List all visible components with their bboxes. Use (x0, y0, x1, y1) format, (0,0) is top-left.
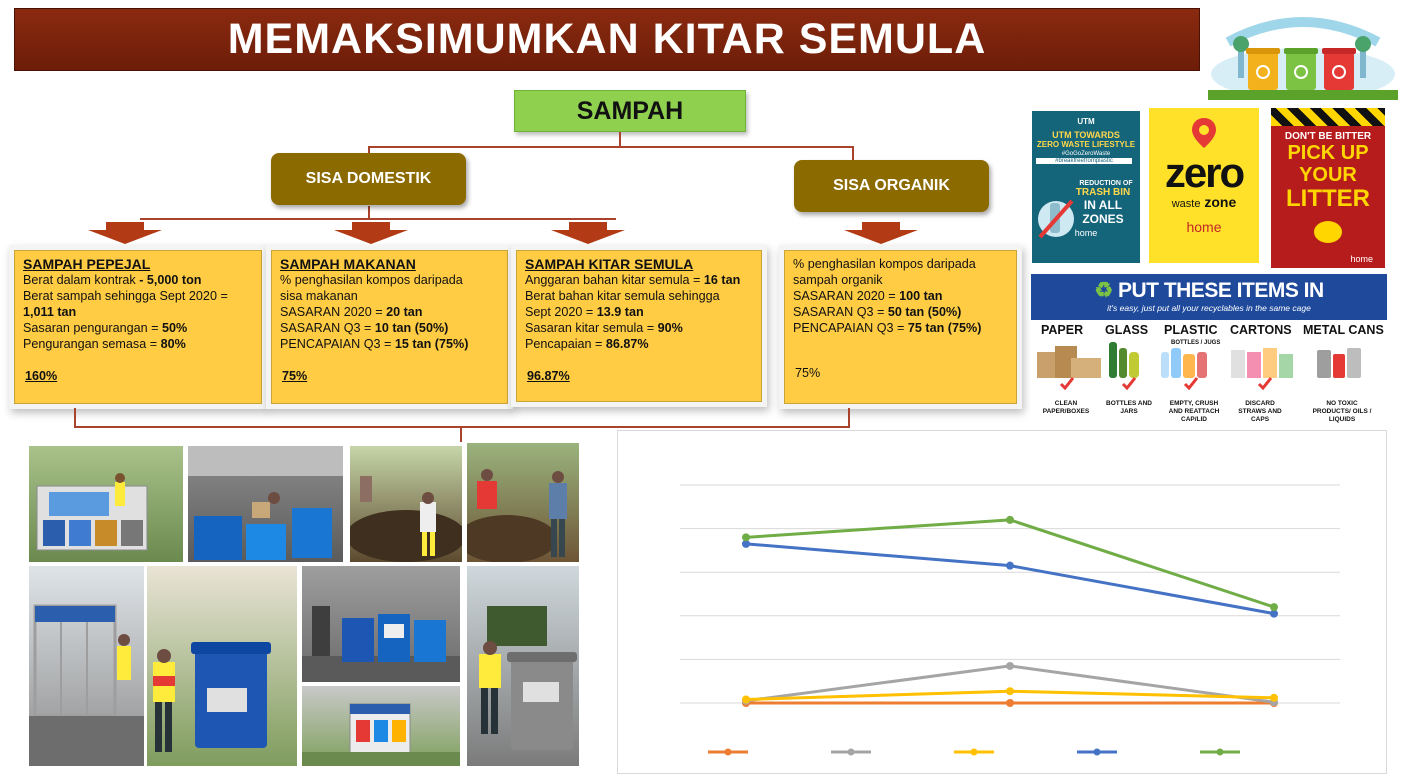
poster-text: IN ALL (1083, 198, 1123, 212)
recycle-icon: ♻ (1094, 279, 1113, 302)
card-line: Berat dalam kontrak - 5,000 ton (23, 273, 202, 287)
hand-with-bottle-icon (1036, 193, 1076, 245)
photo-composting-digging (350, 446, 462, 562)
card-line: sisa makanan (280, 289, 358, 303)
note-paper: CLEAN PAPER/BOXES (1042, 400, 1090, 415)
category-cartons: CARTONS (1230, 323, 1292, 337)
card-heading: SAMPAH KITAR SEMULA (525, 256, 694, 272)
poster-pick-up-litter (1271, 108, 1385, 268)
card-line: % penghasilan kompos daripada (280, 273, 463, 287)
data-point (1270, 694, 1278, 702)
page-title: MEMAKSIMUMKAN KITAR SEMULA (227, 15, 987, 63)
recycling-bins-illustration (1208, 12, 1398, 100)
branch-node-organic (794, 160, 989, 212)
data-point (742, 533, 750, 541)
arrow-down-icon (844, 222, 918, 244)
poster-put-items-in (1031, 274, 1387, 426)
note-plastic: EMPTY, CRUSH AND REATTACH CAP/LID (1168, 400, 1220, 423)
arrow-down-icon (88, 222, 162, 244)
card-line: SASARAN Q3 = 50 tan (50%) (793, 305, 962, 319)
poster-text: home (1074, 228, 1098, 238)
title-banner (14, 8, 1200, 71)
card-result: 75% (795, 366, 821, 380)
poster-text: DON'T BE BITTER (1284, 131, 1372, 142)
card-heading: SAMPAH PEPEJAL (23, 256, 151, 272)
card-result: 96.87% (527, 369, 570, 383)
card-line: Berat sampah sehingga Sept 2020 = (23, 289, 228, 303)
poster-text: ZONES (1082, 212, 1124, 226)
legend-marker-dot (1217, 749, 1224, 756)
line-chart (617, 430, 1387, 774)
connector-right-down (852, 146, 854, 160)
poster-text: ZERO WASTE LIFESTYLE (1036, 140, 1136, 149)
connector-branches-h (368, 146, 853, 148)
card-line: PENCAPAIAN Q3 = 15 tan (75%) (280, 337, 469, 351)
data-point (742, 696, 750, 704)
card-line: Sept 2020 = 13.9 tan (525, 305, 644, 319)
root-node-label: SAMPAH (576, 96, 684, 125)
series-line (746, 544, 1274, 614)
root-node (514, 90, 746, 132)
photo-recycling-station (302, 686, 460, 766)
poster-text: #GoGoZeroWaste (1061, 151, 1111, 157)
data-point (1006, 699, 1014, 707)
poster-zero-waste-zone (1149, 108, 1259, 263)
category-metal: METAL CANS (1303, 323, 1384, 337)
branch-node-domestic (271, 153, 466, 205)
lemon-icon (1311, 216, 1345, 246)
poster-utm-zero-waste (1032, 111, 1140, 263)
bracket-right (848, 408, 850, 426)
data-point (1006, 662, 1014, 670)
poster-text: zero (1164, 149, 1244, 196)
card-line: Berat bahan kitar semula sehingga (525, 289, 720, 303)
poster-text: #breakfreefromplastic (1036, 158, 1132, 164)
photo-composting-shovel (467, 443, 579, 562)
branch-domestic-label: SISA DOMESTIK (305, 170, 432, 187)
data-point (1006, 687, 1014, 695)
photo-recycling-cage (29, 566, 144, 766)
poster-text: REDUCTION OF (1079, 180, 1133, 187)
card-line: PENCAPAIAN Q3 = 75 tan (75%) (793, 321, 982, 335)
photo-grey-bin-street (467, 566, 579, 766)
card-line: % penghasilan kompos daripada (793, 257, 976, 271)
card-sisa-organik (784, 250, 1017, 404)
poster-brand: UTM (1077, 117, 1095, 126)
recycle-header (1031, 274, 1387, 320)
card-heading: SAMPAH MAKANAN (280, 256, 416, 272)
bracket-center (460, 426, 462, 442)
recycle-sub: it's easy, just put all your recyclables in the same cage (1107, 303, 1311, 313)
bracket-left (74, 408, 76, 426)
category-paper: PAPER (1041, 323, 1084, 337)
photo-recycling-truck (29, 446, 183, 562)
legend-marker-dot (725, 749, 732, 756)
photo-blue-bin-outdoor (147, 566, 297, 766)
card-line: 1,011 tan (23, 305, 77, 319)
branch-organic-label: SISA ORGANIK (833, 177, 950, 194)
connector-root-down (619, 132, 621, 146)
photo-bins-shed (188, 446, 343, 562)
recycle-heading: ♻ PUT THESE ITEMS IN (1094, 279, 1324, 302)
card-line: Pencapaian = 86.87% (525, 337, 649, 351)
poster-text: TRASH BIN (1075, 187, 1131, 198)
poster-text: UTM TOWARDS (1052, 130, 1120, 140)
card-sampah-makanan (271, 250, 508, 404)
note-metal: NO TOXIC PRODUCTS/ OILS / LIQUIDS (1312, 400, 1372, 423)
arrow-down-icon (334, 222, 408, 244)
poster-caution-tape (1271, 108, 1385, 126)
card-line: SASARAN Q3 = 10 tan (50%) (280, 321, 449, 335)
recyclables-illustration (1031, 338, 1387, 400)
category-plastic: PLASTIC (1164, 323, 1218, 337)
data-point (1270, 603, 1278, 611)
card-line: sampah organik (793, 273, 883, 287)
line-chart-svg (618, 431, 1388, 775)
photo-bins-indoor (302, 566, 460, 682)
legend-marker-dot (848, 749, 855, 756)
data-point (1006, 516, 1014, 524)
card-sampah-kitar-semula (516, 250, 762, 402)
card-line: Anggaran bahan kitar semula = 16 tan (525, 273, 741, 287)
bracket-bottom (74, 426, 850, 428)
card-line: SASARAN 2020 = 20 tan (280, 305, 423, 319)
card-line: SASARAN 2020 = 100 tan (793, 289, 943, 303)
poster-text: LITTER (1286, 185, 1370, 212)
poster-text: waste zone (1171, 194, 1237, 210)
card-line: Sasaran pengurangan = 50% (23, 321, 188, 335)
card-line: Sasaran kitar semula = 90% (525, 321, 683, 335)
arrow-down-icon (551, 222, 625, 244)
location-pin-icon (1192, 118, 1216, 148)
card-line: Pengurangan semasa = 80% (23, 337, 186, 351)
poster-text: home (1350, 254, 1373, 264)
card-result: 160% (25, 369, 58, 383)
poster-text: PICK UP (1287, 142, 1369, 164)
data-point (1006, 562, 1014, 570)
note-cartons: DISCARD STRAWS AND CAPS (1238, 400, 1282, 423)
category-glass: GLASS (1105, 323, 1149, 337)
card-sampah-pepejal (14, 250, 262, 404)
note-glass: BOTTLES AND JARS (1106, 400, 1152, 415)
card-result: 75% (282, 369, 308, 383)
poster-text: home (1186, 219, 1222, 235)
connector-domestic-h (140, 218, 616, 220)
plastic-sub: BOTTLES / JUGS (1171, 340, 1221, 346)
legend-marker-dot (971, 749, 978, 756)
legend-marker-dot (1094, 749, 1101, 756)
poster-text: YOUR (1299, 164, 1357, 186)
connector-domestic-down (368, 206, 370, 218)
